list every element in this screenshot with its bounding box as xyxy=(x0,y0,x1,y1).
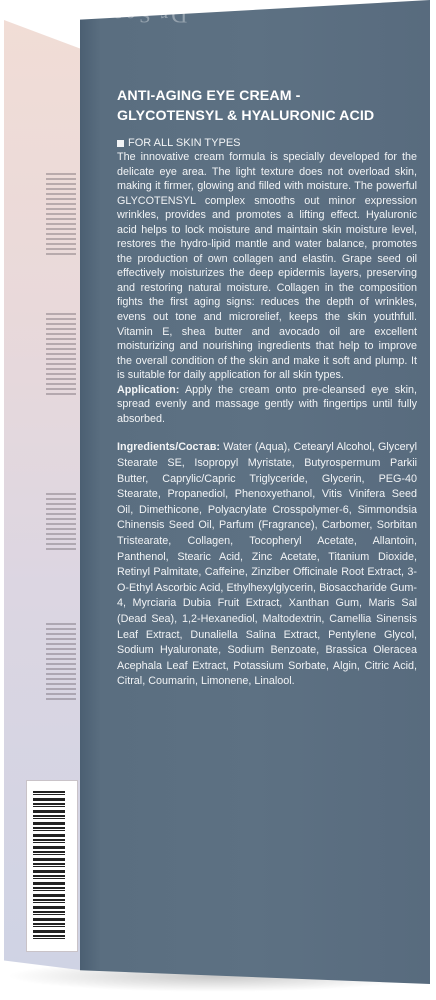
ingredients-paragraph xyxy=(117,440,417,690)
product-title-line2: GLYCOTENSYL & HYALURONIC ACID xyxy=(117,108,375,124)
side-fine-print-block xyxy=(46,490,76,580)
skin-type: FOR ALL SKIN TYPES xyxy=(128,137,241,149)
side-fine-print-block xyxy=(46,620,76,740)
barcode xyxy=(26,780,78,952)
side-fine-print-block xyxy=(46,170,76,290)
box-side-panel xyxy=(4,20,80,970)
ingredients-text: Water (Aqua), Cetearyl Alcohol, Glyceryl Stearate SE, Isopropyl Myristate, Butyrospermum Parkii Butter, Caprylic/Capric Triglyceride, Glycerin, PEG-40 Stearate, Propanediol, Phenoxyethanol, Vitis Vinifera Seed Oil, Dimethicone, Polyacrylate Crosspolymer-6, Simmondsia Chinensis Seed Oil, Parfum (Fragrance), Carbomer, Sorbitan Tristearate, Collagen, Tocopheryl Acetate, Allantoin, Panthenol, Stearic Acid, Zinc Acetate, Titanium Dioxide, Retinyl Palmitate, Caffeine, Zinziber Officinale Root Extract, 3-O-Ethyl Ascorbic Acid, Ethylhexylglycerin, Biosaccharide Gum-4, Myrciaria Dubia Fruit Extract, Xanthan Gum, Maris Sal (Dead Sea), 1,2-Hexanediol, Maltodextrin, Camellia Sinensis Leaf Extract, Dunaliella Salina Extract, Pentylene Glycol, Sodium Hyaluronate, Sodium Benzoate, Brassica Oleracea Acephala Leaf Extract, Potassium Sorbate, Algin, Citric Acid, Citral, Coumarin, Limonene, Linalool. xyxy=(117,441,418,688)
skin-type-line xyxy=(117,136,417,150)
product-title xyxy=(117,86,417,126)
product-title-line1: ANTI-AGING EYE CREAM - xyxy=(117,88,301,104)
application-text: Apply the cream onto pre-cleansed eye skin, spread evenly and massage gently with fingertips until fully absorbed. xyxy=(117,383,418,425)
side-fine-print-block xyxy=(46,310,76,430)
product-description: The innovative cream formula is specially developed for the delicate eye area. The light texture does not overload skin, making it firmer, glowing and filled with moisture. The powerful GLYCOTENSYL complex smooths out minor expression wrinkles, provides and promotes a lifting effect. Hyaluronic acid helps to lock moisture and maintain skin moisture level, restores the hydro-lipid mantle and water balance, promotes the production of own collagen and elastin. Grape seed oil effectively moisturizes the deep epidermis layers, preserving and restoring natural moisture. Collagen in the composition fights the first aging signs: reduces the depth of wrinkles, evens out tone and microrelief, keeps the skin youthfull. Vitamin E, shea butter and avocado oil are excellent moisturizing and nourishing ingredients that help to improve the overall condition of the skin and make it soft and plump. It is suitable for daily application for all skin types. xyxy=(117,151,417,382)
bullet-square-icon xyxy=(117,140,124,147)
product-text-block xyxy=(117,86,417,690)
barcode-bars xyxy=(33,791,65,941)
application-paragraph xyxy=(117,383,417,427)
brand-logo: Dr.Sea xyxy=(110,3,188,28)
application-label: Application: xyxy=(117,383,180,396)
ingredients-label: Ingredients/Состав: xyxy=(117,441,220,454)
